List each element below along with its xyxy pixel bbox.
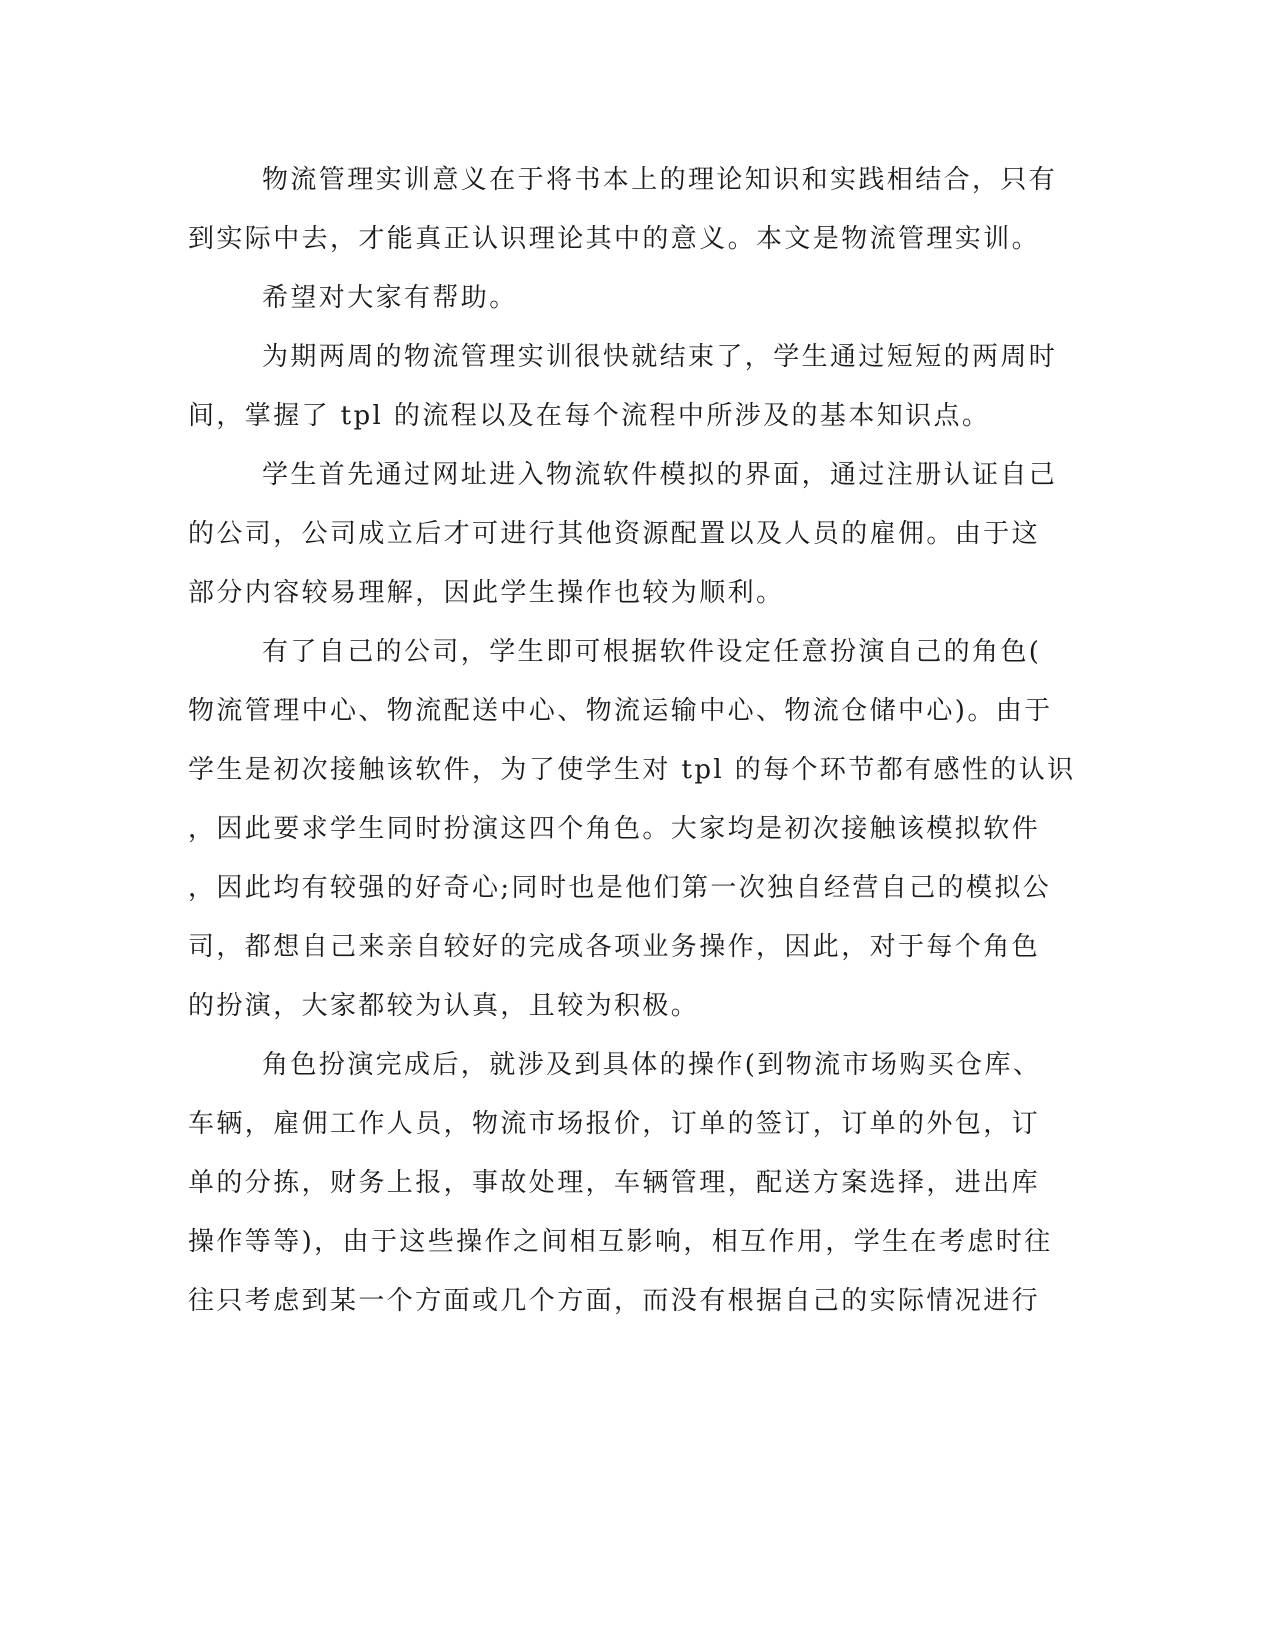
text-line: 物流管理实训意义在于将书本上的理论知识和实践相结合，只有 — [262, 165, 1058, 195]
text-line: 到实际中去，才能真正认识理论其中的意义。本文是物流管理实训。 — [188, 224, 1041, 254]
text-line: 学生首先通过网址进入物流软件模拟的界面，通过注册认证自己 — [262, 460, 1058, 490]
text-line: 有了自己的公司，学生即可根据软件设定任意扮演自己的角色( — [262, 637, 1042, 667]
text-line: 操作等等)，由于这些操作之间相互影响，相互作用，学生在考虑时往 — [188, 1227, 1053, 1257]
text-line: ，因此均有较强的好奇心;同时也是他们第一次独自经营自己的模拟公 — [188, 873, 1052, 903]
text-line: ，因此要求学生同时扮演这四个角色。大家均是初次接触该模拟软件 — [188, 814, 1041, 844]
text-line: 司，都想自己来亲自较好的完成各项业务操作，因此，对于每个角色 — [188, 932, 1041, 962]
text-line: 学生是初次接触该软件，为了使学生对 tpl 的每个环节都有感性的认识 — [188, 755, 1076, 785]
text-line: 的扮演，大家都较为认真，且较为积极。 — [188, 991, 700, 1021]
text-line: 车辆，雇佣工作人员，物流市场报价，订单的签订，订单的外包，订 — [188, 1109, 1041, 1139]
text-line: 间，掌握了 tpl 的流程以及在每个流程中所涉及的基本知识点。 — [188, 401, 991, 431]
text-line: 角色扮演完成后，就涉及到具体的操作(到物流市场购买仓库、 — [262, 1050, 1042, 1080]
text-line: 往只考虑到某一个方面或几个方面，而没有根据自己的实际情况进行 — [188, 1286, 1041, 1316]
text-line: 希望对大家有帮助。 — [262, 283, 518, 313]
text-line: 的公司，公司成立后才可进行其他资源配置以及人员的雇佣。由于这 — [188, 519, 1041, 549]
text-line: 物流管理中心、物流配送中心、物流运输中心、物流仓储中心)。由于 — [188, 696, 1053, 726]
text-line: 单的分拣，财务上报，事故处理，车辆管理，配送方案选择，进出库 — [188, 1168, 1041, 1198]
text-line: 为期两周的物流管理实训很快就结束了，学生通过短短的两周时 — [262, 342, 1058, 372]
text-line: 部分内容较易理解，因此学生操作也较为顺利。 — [188, 578, 785, 608]
